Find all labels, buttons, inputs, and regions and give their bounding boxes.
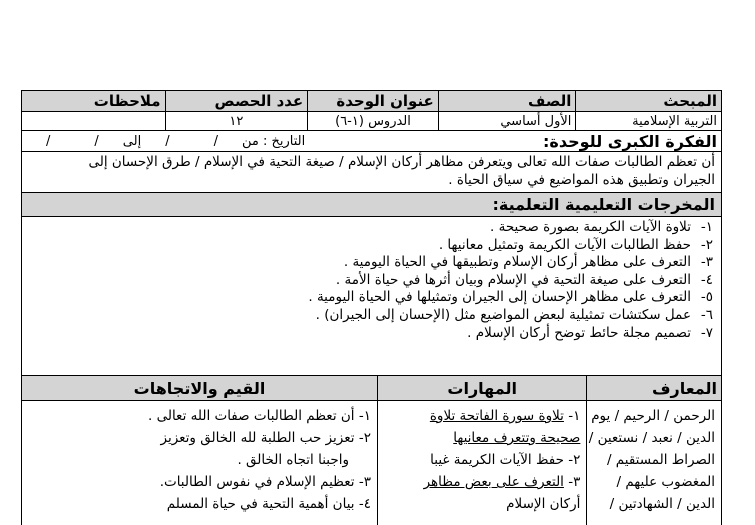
skill-text: التعرف على بعض مظاهر	[423, 474, 564, 490]
header-hours: عدد الحصص	[165, 91, 308, 111]
value-hours: ١٢	[165, 112, 308, 130]
skills-column	[377, 401, 586, 525]
outcome-text: تلاوة الآيات الكريمة بصورة صحيحة .	[490, 219, 691, 235]
outcome-text: التعرف على صيغة التحية في الإسلام وبيان أثرها في حياة الأمة .	[335, 271, 691, 288]
skills-header: المهارات	[377, 376, 586, 400]
date-slash: /	[213, 133, 218, 149]
outcome-number: ٤-	[700, 271, 713, 288]
outcome-text: التعرف على مظاهر أركان الإسلام وتطبيقها في الحياة اليومية .	[343, 254, 691, 271]
header-subject: المبحث	[575, 91, 721, 111]
outcome-number: ٧-	[700, 324, 713, 341]
value-line: ١- أن تعظم الطالبات صفات الله تعالى .	[148, 408, 371, 424]
skill-line	[384, 405, 580, 427]
three-column-body	[22, 401, 721, 525]
knowledge-line: الصراط المستقيم /	[606, 452, 715, 468]
list-item	[308, 237, 713, 255]
value-line: ٤- بيان أهمية التحية في حياة المسلم	[166, 496, 371, 512]
outcome-number: ١-	[700, 219, 713, 235]
header-notes: ملاحظات	[93, 92, 161, 110]
table-values-row	[22, 112, 721, 131]
skill-line	[384, 471, 580, 493]
header-grade: الصف	[438, 91, 576, 111]
outcomes-row	[22, 217, 721, 376]
three-column-header	[22, 376, 721, 401]
value-line: ٣- تعظيم الإسلام في نفوس الطالبات.	[159, 474, 371, 490]
skill-line: ٢- حفظ الآيات الكريمة غيبا	[430, 452, 581, 468]
knowledge-line: الرحمن / الرحيم / يوم	[591, 408, 715, 424]
header-unit-title: عنوان الوحدة	[307, 91, 438, 111]
big-idea-row	[22, 131, 721, 152]
date-slash: /	[46, 133, 51, 149]
value-line: واجبنا اتجاه الخالق .	[237, 452, 349, 468]
date-slash: /	[165, 133, 170, 149]
big-idea-line: أن تعظم الطالبات صفات الله تعالى ويتعرفن مظاهر أركان الإسلام / صيغة التحية في الإسلام / طرق الإحسان إلى	[88, 154, 715, 170]
date-to-label: إلى	[122, 133, 142, 149]
values-column	[22, 401, 377, 525]
knowledge-header: المعارف	[586, 376, 721, 400]
values-header: القيم والاتجاهات	[133, 379, 266, 398]
knowledge-line: الدين / نعبد / نستعين /	[588, 430, 715, 446]
outcome-number: ٥-	[700, 289, 713, 306]
date-range	[26, 134, 305, 149]
value-line: ٢- تعزيز حب الطلبة لله الخالق وتعزيز	[160, 430, 371, 446]
skill-number: ٣-	[568, 474, 581, 490]
skill-line: صحيحة وتتعرف معانيها	[453, 430, 581, 446]
outcome-text: حفظ الطالبات الآيات الكريمة وتمثيل معانيها .	[438, 236, 691, 253]
skill-text: تلاوة سورة الفاتحة تلاوة	[429, 408, 564, 424]
outcomes-title: المخرجات التعليمية التعلمية:	[492, 195, 715, 214]
value-unit-title: الدروس (١-٦)	[307, 112, 438, 130]
big-idea-title: الفكرة الكبرى للوحدة:	[543, 131, 717, 151]
outcomes-title-row	[22, 193, 721, 217]
outcome-number: ٦-	[700, 306, 713, 323]
outcome-text: تصميم مجلة حائط توضح أركان الإسلام .	[467, 324, 691, 341]
value-grade: الأول أساسي	[438, 112, 576, 130]
knowledge-line: المغضوب عليهم /	[616, 474, 715, 490]
list-item	[308, 325, 713, 343]
skill-line: أركان الإسلام	[506, 496, 581, 512]
outcomes-list	[302, 217, 721, 375]
outcome-text: التعرف على مظاهر الإحسان إلى الجيران وتمثيلها في الحياة اليومية .	[308, 289, 691, 306]
outcome-text: عمل سكتشات تمثيلية لبعض المواضيع مثل (الإحسان إلى الجيران) .	[315, 306, 691, 323]
big-idea-text-row	[22, 152, 721, 193]
list-item	[308, 219, 713, 237]
list-item	[308, 289, 713, 307]
value-notes	[22, 112, 165, 130]
outcome-number: ٣-	[700, 254, 713, 271]
table-header-row	[22, 91, 721, 112]
list-item	[308, 307, 713, 325]
big-idea-text	[82, 152, 721, 192]
list-item	[308, 272, 713, 290]
date-slash: /	[94, 133, 99, 149]
knowledge-column	[586, 401, 721, 525]
skill-number: ١-	[568, 408, 581, 424]
unit-plan-table	[21, 90, 722, 525]
value-subject: التربية الإسلامية	[575, 112, 721, 130]
outcome-number: ٢-	[700, 236, 713, 253]
knowledge-line: الدين / الشهادتين /	[609, 496, 715, 512]
list-item	[308, 254, 713, 272]
date-label: التاريخ : من	[241, 133, 306, 149]
big-idea-line: الجيران وتطبيق هذه المواضيع في سياق الحياة .	[448, 172, 715, 188]
